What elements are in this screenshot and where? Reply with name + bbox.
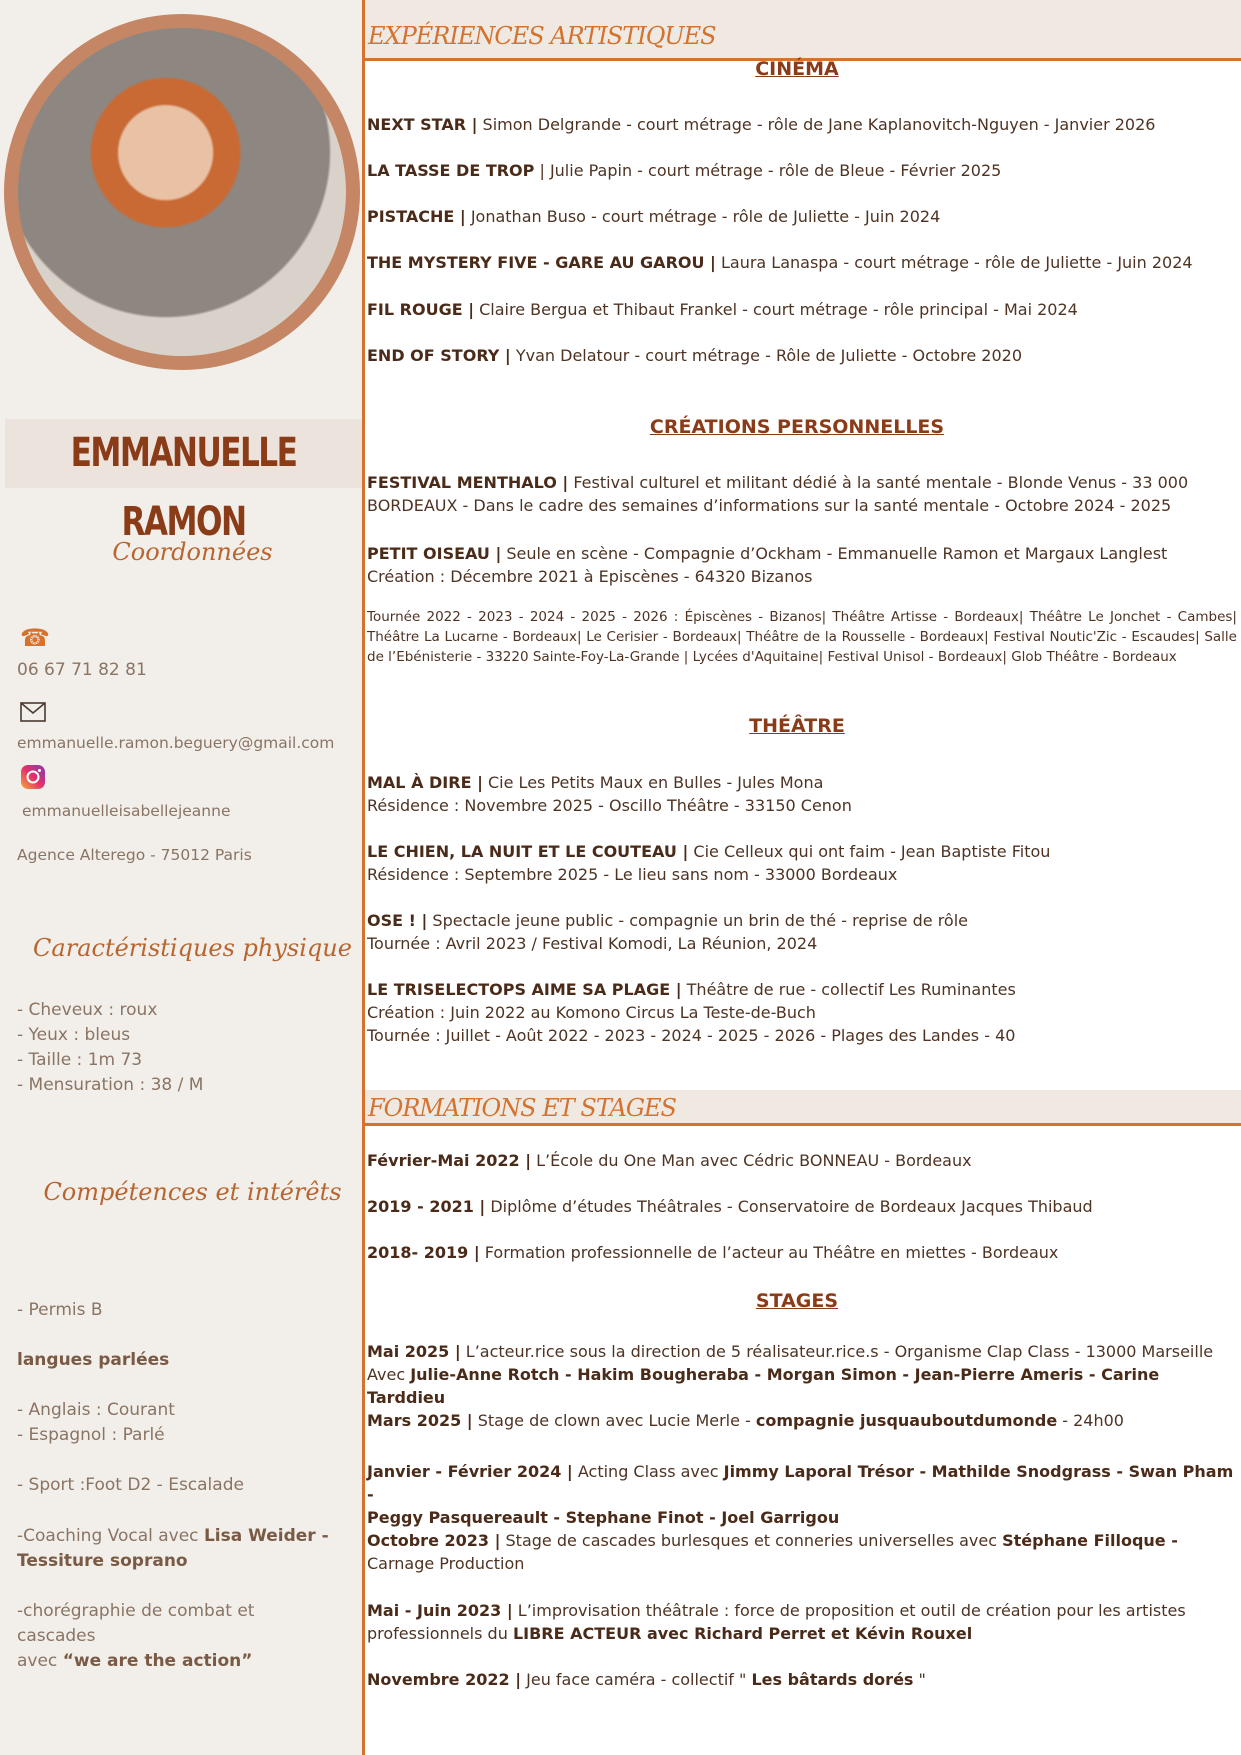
- stages-title: STAGES: [755, 1290, 839, 1312]
- portrait-image: [18, 28, 346, 356]
- formation-item: 2018- 2019 | Formation professionnelle de l’acteur au Théâtre en miettes - Bordeaux: [367, 1243, 1059, 1262]
- stage-item: Mai - Juin 2023 | L’improvisation théâtrale : force de proposition et outil de création pour les artistes professionnels du LIBRE ACTEUR avec Richard Perret et Kévin Rouxel: [367, 1601, 1186, 1643]
- language-english: - Anglais : Courant: [17, 1400, 175, 1420]
- cinema-item: NEXT STAR | Simon Delgrande - court métrage - rôle de Jane Kaplanovitch-Nguyen - Janvier 2026: [367, 115, 1156, 134]
- formation-item: Février-Mai 2022 | L’École du One Man avec Cédric BONNEAU - Bordeaux: [367, 1151, 972, 1170]
- stage-item: Octobre 2023 | Stage de cascades burlesques et conneries universelles avec Stéphane Filloque - Carnage Production: [367, 1531, 1178, 1573]
- phone-icon: ☎: [20, 624, 50, 652]
- vocal-coaching: -Coaching Vocal avec Lisa Weider -: [17, 1526, 329, 1546]
- email-address: emmanuelle.ramon.beguery@gmail.com: [17, 734, 335, 752]
- theatre-item: OSE ! | Spectacle jeune public - compagnie un brin de thé - reprise de rôle Tournée : Avril 2023 / Festival Komodi, La Réunion, 2024: [367, 911, 968, 953]
- sidebar-divider: [362, 0, 365, 1755]
- skills-heading: Compétences et intérêts: [43, 1178, 342, 1206]
- creation-petit-oiseau: PETIT OISEAU | Seule en scène - Compagnie d’Ockham - Emmanuelle Ramon et Margaux Langlest Création : Décembre 2021 à Episcènes - 64320 Bizanos: [367, 544, 1168, 586]
- cinema-item: PISTACHE | Jonathan Buso - court métrage - rôle de Juliette - Juin 2024: [367, 207, 941, 226]
- theatre-item: LE CHIEN, LA NUIT ET LE COUTEAU | Cie Celleux qui ont faim - Jean Baptiste Fitou Résidence : Septembre 2025 - Le lieu sans nom - 33000 Bordeaux: [367, 842, 1051, 884]
- person-name: EMMANUELLE RAMON: [70, 430, 297, 545]
- theatre-title: THÉÂTRE: [749, 715, 845, 737]
- physical-hair: - Cheveux : roux: [17, 1000, 158, 1020]
- stage-item: Mars 2025 | Stage de clown avec Lucie Merle - compagnie jusquauboutdumonde - 24h00: [367, 1411, 1124, 1430]
- agency: Agence Alterego - 75012 Paris: [17, 846, 252, 864]
- cinema-item: THE MYSTERY FIVE - GARE AU GAROU | Laura Lanaspa - court métrage - rôle de Juliette - Juin 2024: [367, 253, 1193, 272]
- phone-number: 06 67 71 82 81: [17, 660, 147, 680]
- choreography-line2: cascades: [17, 1626, 96, 1646]
- physical-size: - Mensuration : 38 / M: [17, 1075, 204, 1095]
- envelope-icon: [20, 700, 48, 728]
- experiences-title: EXPÉRIENCES ARTISTIQUES: [368, 22, 716, 50]
- choreography-line1: -chorégraphie de combat et: [17, 1601, 255, 1621]
- formations-title: FORMATIONS ET STAGES: [368, 1094, 676, 1122]
- creations-title: CRÉATIONS PERSONNELLES: [649, 416, 945, 438]
- cinema-title: CINÉMA: [755, 58, 839, 80]
- license: - Permis B: [17, 1300, 103, 1320]
- language-spanish: - Espagnol : Parlé: [17, 1425, 165, 1445]
- sport: - Sport :Foot D2 - Escalade: [17, 1475, 244, 1495]
- creation-tour: Tournée 2022 - 2023 - 2024 - 2025 - 2026 : Épiscènes - Bizanos| Théâtre Artisse - Bordeaux| Théâtre Le Jonchet - Cambes| Théâtre La Lucarne - Bordeaux| Le Cerisier - Bordeaux| Théâtre de la Rousselle - Bordeaux| Festival Noutic'Zic - Escaudes| Salle de l’Ebénisterie - 33220 Sainte-Foy-La-Grande | Lycées d'Aquitaine| Festival Unisol - Bordeaux| Glob Théâtre - Bordeaux: [367, 609, 1237, 665]
- profile-photo: [4, 14, 360, 370]
- stage-item: Janvier - Février 2024 | Acting Class avec Jimmy Laporal Trésor - Mathilde Snodgrass - Swan Pham - Peggy Pasquereault - Stephane Finot - Joel Garrigou: [367, 1462, 1234, 1527]
- instagram-icon: [20, 764, 48, 792]
- cinema-item: LA TASSE DE TROP | Julie Papin - court métrage - rôle de Bleue - Février 2025: [367, 161, 1002, 180]
- formation-item: 2019 - 2021 | Diplôme d’études Théâtrales - Conservatoire de Bordeaux Jacques Thibaud: [367, 1197, 1093, 1216]
- stage-item: Novembre 2022 | Jeu face caméra - collectif " Les bâtards dorés ": [367, 1670, 926, 1689]
- tessiture: Tessiture soprano: [17, 1551, 188, 1571]
- languages-heading: langues parlées: [17, 1350, 170, 1370]
- coordinates-heading: Coordonnées: [112, 538, 273, 566]
- physical-eyes: - Yeux : bleus: [17, 1025, 131, 1045]
- theatre-item: MAL À DIRE | Cie Les Petits Maux en Bulles - Jules Mona Résidence : Novembre 2025 - Oscillo Théâtre - 33150 Cenon: [367, 773, 852, 815]
- name-banner: [5, 419, 362, 545]
- physical-heading: Caractéristiques physique: [33, 934, 352, 962]
- choreography-line3: avec “we are the action”: [17, 1651, 253, 1671]
- creation-festival: FESTIVAL MENTHALO | Festival culturel et militant dédié à la santé mentale - Blonde Venus - 33 000 BORDEAUX - Dans le cadre des semaines d’informations sur la santé mentale - Octobre 2024 - 2025: [367, 473, 1189, 515]
- theatre-item: LE TRISELECTOPS AIME SA PLAGE | Théâtre de rue - collectif Les Ruminantes Création : Juin 2022 au Komono Circus La Teste-de-Buch Tournée : Juillet - Août 2022 - 2023 - 2024 - 2025 - 2026 - Plages des Landes - 40: [367, 980, 1016, 1045]
- instagram-handle: emmanuelleisabellejeanne: [22, 802, 231, 820]
- physical-height: - Taille : 1m 73: [17, 1050, 143, 1070]
- stage-item: Mai 2025 | L’acteur.rice sous la direction de 5 réalisateur.rice.s - Organisme Clap Class - 13000 Marseille Avec Julie-Anne Rotch - Hakim Bougheraba - Morgan Simon - Jean-Pierre Ameris - Carine Tarddieu: [367, 1342, 1214, 1407]
- cinema-item: END OF STORY | Yvan Delatour - court métrage - Rôle de Juliette - Octobre 2020: [367, 346, 1023, 365]
- cinema-item: FIL ROUGE | Claire Bergua et Thibaut Frankel - court métrage - rôle principal - Mai 2024: [367, 300, 1078, 319]
